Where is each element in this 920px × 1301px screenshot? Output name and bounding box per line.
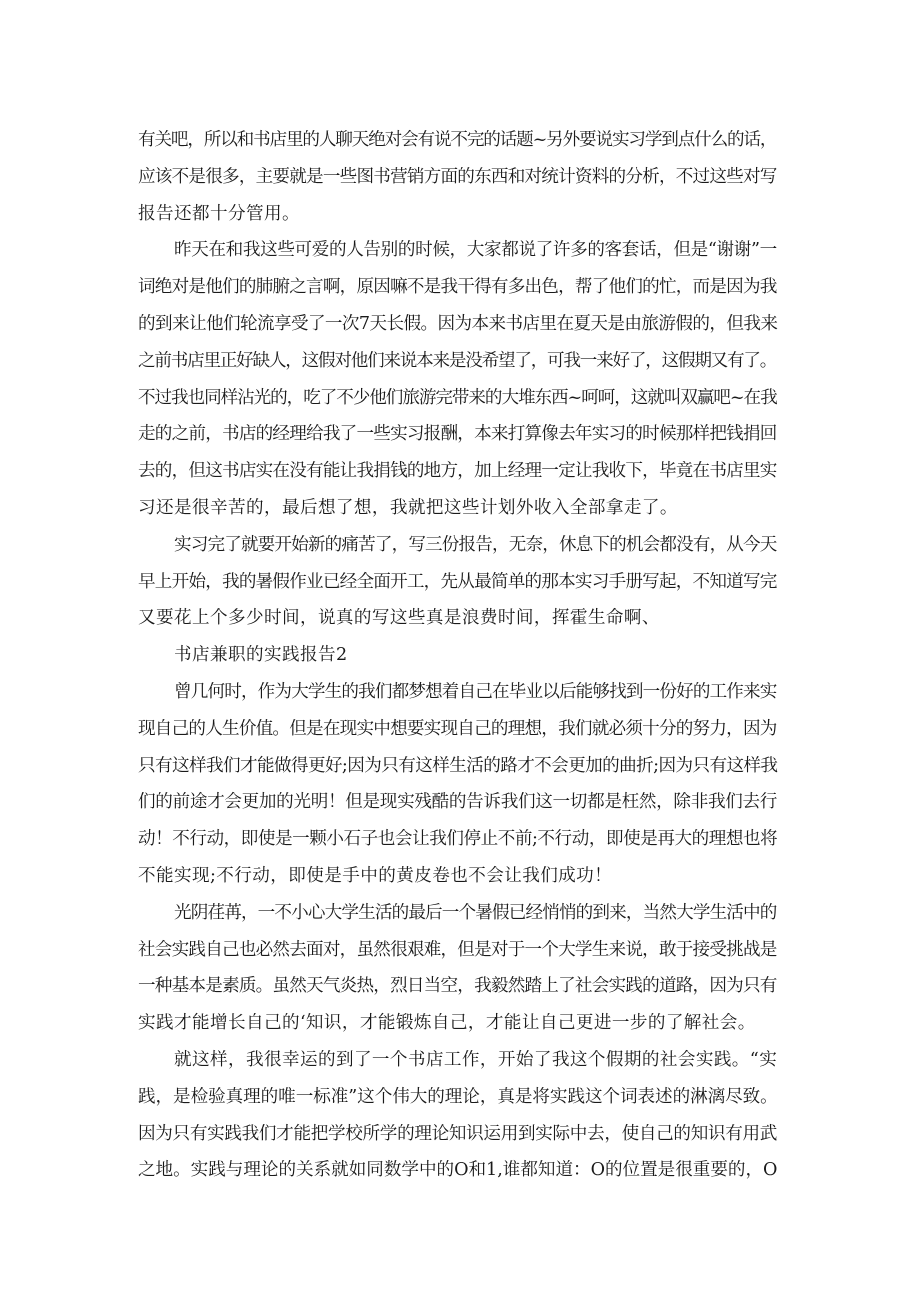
text-line: 早上开始，我的暑假作业已经全面开工，先从最简单的那本实习手册写起，不知道写完 xyxy=(138,571,777,592)
text-line: 只有这样我们才能做得更好;因为只有这样生活的路才不会更加的曲折;因为只有这样我 xyxy=(138,755,778,776)
document-body xyxy=(138,122,778,1189)
text-line: 应该不是很多，主要就是一些图书营销方面的东西和对统计资料的分析，不过这些对写 xyxy=(138,166,777,187)
text-line: 动！不行动，即使是一颗小石子也会让我们停止不前;不行动，即使是再大的理想也将 xyxy=(138,829,778,850)
text-line: 的到来让他们轮流享受了一次7天长假。因为本来书店里在夏天是由旅游假的，但我来 xyxy=(138,313,778,334)
text-line: 有关吧，所以和书店里的人聊天绝对会有说不完的话题~另外要说实习学到点什么的话， xyxy=(138,130,777,150)
text-line: 一种基本是素质。虽然天气炎热，烈日当空，我毅然踏上了社会实践的道路，因为只有 xyxy=(138,976,777,997)
text-line: 不过我也同样沾光的，吃了不少他们旅游完带来的大堆东西~呵呵，这就叫双赢吧~在我 xyxy=(138,387,777,408)
text-line: 曾几何时，作为大学生的我们都梦想着自己在毕业以后能够找到一份好的工作来实 xyxy=(174,681,777,702)
text-line: 光阴荏苒，一不小心大学生活的最后一个暑假已经悄悄的到来，当然大学生活中的 xyxy=(174,902,777,923)
text-line: 不能实现;不行动，即使是手中的黄皮卷也不会让我们成功！ xyxy=(138,865,613,886)
text-line: 走的之前，书店的经理给我了一些实习报酬，本来打算像去年实习的时候那样把钱捐回 xyxy=(138,424,777,445)
text-line: 昨天在和我这些可爱的人告别的时候，大家都说了许多的客套话，但是“谢谢”一 xyxy=(174,240,777,261)
text-line: 践，是检验真理的唯一标准”这个伟大的理论，真是将实践这个词表述的淋漓尽致。 xyxy=(138,1086,778,1107)
text-line: 实践才能增长自己的‘知识，才能锻炼自己，才能让自己更进一步的了解社会。 xyxy=(138,1013,756,1034)
text-line: 习还是很辛苦的，最后想了想，我就把这些计划外收入全部拿走了。 xyxy=(138,497,678,518)
text-line: 词绝对是他们的肺腑之言啊，原因嘛不是我干得有多出色，帮了他们的忙，而是因为我 xyxy=(138,277,777,298)
text-line: 书店兼职的实践报告2 xyxy=(174,645,348,666)
text-line: 实习完了就要开始新的痛苦了，写三份报告，无奈，休息下的机会都没有，从今天 xyxy=(174,534,777,555)
text-line: 社会实践自己也必然去面对，虽然很艰难，但是对于一个大学生来说，敢于接受挑战是 xyxy=(138,939,777,960)
text-line: 因为只有实践我们才能把学校所学的理论知识运用到实际中去，使自己的知识有用武 xyxy=(138,1123,778,1144)
text-line: 们的前途才会更加的光明！但是现实残酷的告诉我们这一切都是枉然，除非我们去行 xyxy=(138,792,778,813)
text-line: 去的，但这书店实在没有能让我捐钱的地方，加上经理一定让我收下，毕竟在书店里实 xyxy=(138,461,777,482)
text-line: 又要花上个多少时间，说真的写这些真是浪费时间，挥霍生命啊、 xyxy=(138,608,660,629)
text-line: 现自己的人生价值。但是在现实中想要实现自己的理想，我们就必须十分的努力，因为 xyxy=(138,718,777,739)
text-line: 就这样，我很幸运的到了一个书店工作，开始了我这个假期的社会实践。“实 xyxy=(174,1049,778,1070)
text-line: 报告还都十分管用。 xyxy=(138,203,300,224)
text-line: 之地。实践与理论的关系就如同数学中的O和1,谁都知道：O的位置是很重要的，O xyxy=(138,1160,778,1181)
text-line: 之前书店里正好缺人，这假对他们来说本来是没希望了，可我一来好了，这假期又有了。 xyxy=(138,350,777,371)
